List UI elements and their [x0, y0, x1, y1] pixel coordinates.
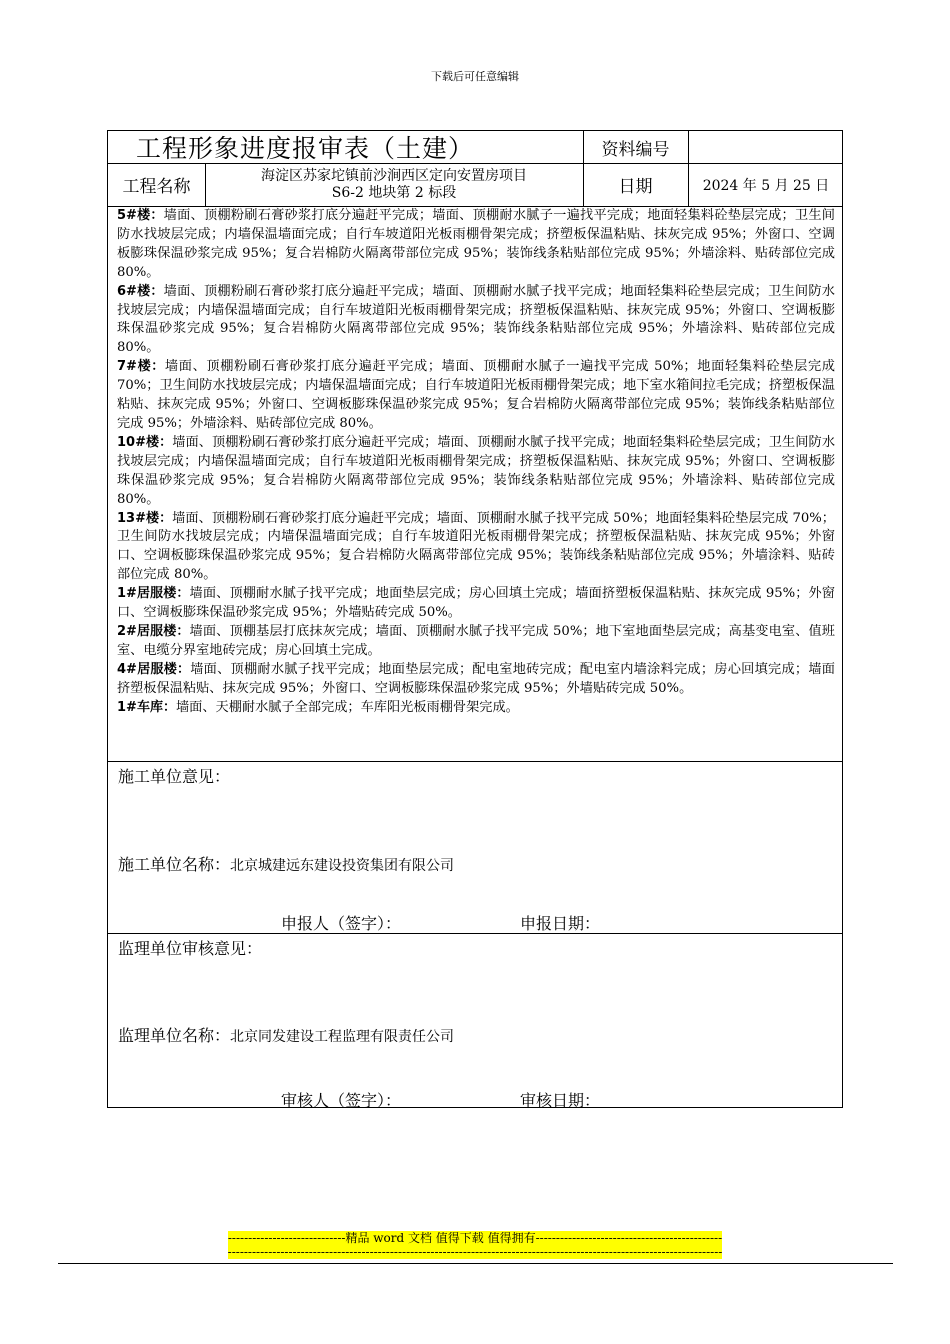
footer-rule [58, 1263, 893, 1264]
progress-content [117, 207, 835, 717]
doc-no-label: 资料编号 [601, 139, 670, 160]
project-name [205, 163, 583, 206]
supervision-unit-name: 北京同发建设工程监理有限责任公司 [230, 1029, 455, 1045]
divider [108, 933, 842, 934]
doc-no-value [688, 131, 844, 163]
approval-form [107, 130, 843, 1108]
progress-item [117, 510, 835, 586]
construction-unit [118, 852, 454, 875]
building-label: 2#居服楼： [117, 623, 190, 639]
progress-item [117, 358, 835, 434]
construction-date-label: 申报日期： [520, 914, 601, 933]
progress-item [117, 283, 835, 359]
progress-item [117, 585, 835, 623]
building-label: 7#楼： [117, 359, 165, 375]
form-title: 工程形象进度报审表（土建） [136, 134, 475, 163]
building-label: 13#楼： [117, 510, 173, 526]
progress-text: 墙面、顶棚粉刷石膏砂浆打底分遍赶平完成；墙面、顶棚耐水腻子找平完成；地面轻集料砼垫层完成；卫生间防水找坡层完成；内墙保温墙面完成；自行车坡道阳光板雨棚骨架完成；挤塑板保温粘贴、抹灰完成 95%；外窗口、空调板膨珠保温砂浆完成 95%；复合岩棉防火隔离带部位完成 95%；装饰线条粘贴部位完成 95%；外墙涂料、贴砖部位完成 80%。 [117, 434, 836, 507]
construction-unit-label: 施工单位名称： [118, 855, 231, 874]
footer-line-1 [0, 1229, 950, 1246]
progress-text: 墙面、顶棚粉刷石膏砂浆打底分遍赶平完成；墙面、顶棚耐水腻子找平完成 50%；地面轻集料砼垫层完成 70%；卫生间防水找坡层完成；内墙保温墙面完成；自行车坡道阳光板雨棚骨架完成；挤塑板保温粘贴、抹灰完成 95%；外窗口、空调板膨珠保温砂浆完成 95%；复合岩棉防火隔离带部位完成 95%；装饰线条粘贴部位完成 95%；外墙涂料、贴砖部位完成 80%。 [117, 510, 835, 583]
progress-text: 墙面、顶棚粉刷石膏砂浆打底分遍赶平完成；墙面、顶棚耐水腻子找平完成；地面轻集料砼垫层完成；卫生间防水找坡层完成；内墙保温墙面完成；自行车坡道阳光板雨棚骨架完成；挤塑板保温粘贴、抹灰完成 95%；外窗口、空调板膨珠保温砂浆完成 95%；复合岩棉防火隔离带部位完成 95%；装饰线条粘贴部位完成 95%；外墙涂料、贴砖部位完成 80%。 [117, 283, 835, 356]
progress-item [117, 207, 835, 283]
footer-line-2 [0, 1245, 950, 1259]
supervision-date-label: 审核日期： [520, 1091, 601, 1110]
divider [108, 761, 842, 762]
supervision-signer-label: 审核人（签字）： [281, 1091, 402, 1110]
footer-text-2: -------------------------------------------------------------------------------------------------------------------------- [227, 1245, 723, 1259]
progress-text: 墙面、顶棚耐水腻子找平完成；地面垫层完成；房心回填土完成；墙面挤塑板保温粘贴、抹灰完成 95%；外窗口、空调板膨珠保温砂浆完成 95%；外墙贴砖完成 50%。 [117, 586, 835, 621]
footer-text-1: -----------------------------精品 word 文档 值得下载 值得拥有---------------------------------------------- [227, 1231, 723, 1245]
construction-unit-name: 北京城建远东建设投资集团有限公司 [230, 858, 455, 874]
progress-item [117, 434, 835, 510]
building-label: 1#车库： [117, 699, 176, 715]
building-label: 5#楼： [117, 208, 164, 223]
progress-text: 墙面、天棚耐水腻子全部完成；车库阳光板雨棚骨架完成。 [175, 699, 519, 715]
supervision-unit-label: 监理单位名称： [118, 1026, 231, 1045]
building-label: 10#楼： [117, 434, 173, 450]
project-name-line1: 海淀区苏家坨镇前沙涧西区定向安置房项目 [261, 167, 527, 184]
progress-text: 墙面、顶棚粉刷石膏砂浆打底分遍赶平完成；墙面、顶棚耐水腻子一遍找平完成 50%；地面轻集料砼垫层完成 70%；卫生间防水找坡层完成；内墙保温墙面完成；自行车坡道阳光板雨棚骨架完成；地下室水箱间拉毛完成；挤塑板保温粘贴、抹灰完成 95%；外窗口、空调板膨珠保温砂浆完成 95%；复合岩棉防火隔离带部位完成 95%；装饰线条粘贴部位完成 95%；外墙涂料、贴砖部位完成 80%。 [117, 359, 835, 431]
building-label: 6#楼： [117, 283, 164, 299]
progress-text: 墙面、顶棚基层打底抹灰完成；墙面、顶棚耐水腻子找平完成 50%；地下室地面垫层完成；高基变电室、值班室、电缆分界室地砖完成；房心回填土完成。 [117, 623, 835, 658]
building-label: 4#居服楼： [117, 661, 191, 677]
construction-signer-label: 申报人（签字）： [281, 914, 402, 933]
progress-item [117, 699, 835, 718]
header-note: 下载后可任意编辑 [431, 70, 519, 83]
date-label: 日期 [618, 177, 653, 197]
progress-text: 墙面、顶棚耐水腻子找平完成；地面垫层完成；配电室地砖完成；配电室内墙涂料完成；房心回填完成；墙面挤塑板保温粘贴、抹灰完成 95%；外窗口、空调板膨珠保温砂浆完成 95%；外墙贴砖完成 50%。 [117, 661, 835, 696]
progress-item [117, 661, 835, 699]
construction-opinion-label: 施工单位意见： [118, 767, 231, 786]
supervision-opinion-label: 监理单位审核意见： [118, 939, 263, 958]
progress-text: 墙面、顶棚粉刷石膏砂浆打底分遍赶平完成；墙面、顶棚耐水腻子一遍找平完成；地面轻集料砼垫层完成；卫生间防水找坡层完成；内墙保温墙面完成；自行车坡道阳光板雨棚骨架完成；挤塑板保温粘贴、抹灰完成 95%；外窗口、空调板膨珠保温砂浆完成 95%；复合岩棉防火隔离带部位完成 95%；装饰线条粘贴部位完成 95%；外墙涂料、贴砖部位完成 80%。 [117, 208, 835, 280]
project-label: 工程名称 [122, 177, 191, 197]
date-value: 2024 年 5 月 25 日 [702, 177, 830, 194]
building-label: 1#居服楼： [117, 586, 190, 602]
supervision-unit [118, 1023, 454, 1046]
progress-item [117, 623, 835, 661]
project-name-line2: S6-2 地块第 2 标段 [331, 184, 457, 201]
